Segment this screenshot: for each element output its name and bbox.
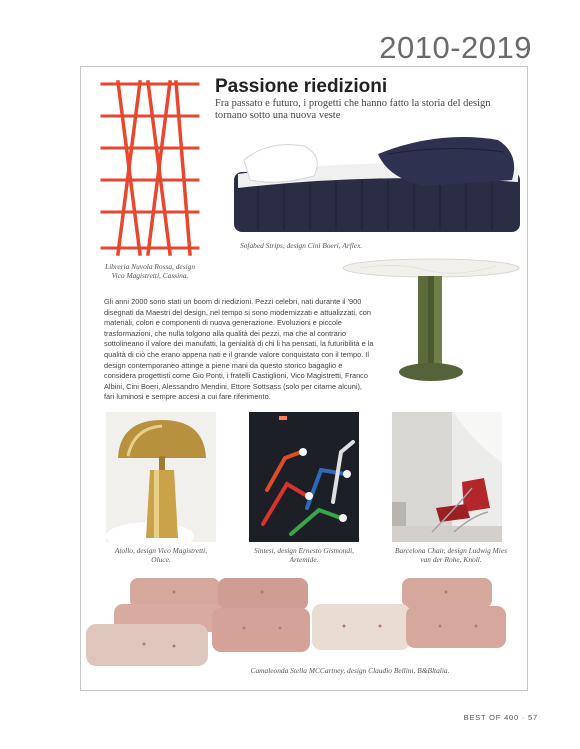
sofabed-caption: Sofabed Strips, design Cini Boeri, Arflex. [240, 241, 363, 250]
section-decade-heading: 2010-2019 [379, 30, 532, 65]
atollo-caption: Atollo, design Vico Magistretti, Oluce. [114, 546, 208, 564]
libreria-caption: Libreria Nuvola Rossa, design Vico Magistretti, Cassina. [104, 262, 196, 280]
article-subtitle: Fra passato e futuro, i progetti che hanno fatto la storia del design tornano sotto una nuova veste [215, 98, 491, 121]
article-title: Passione riedizioni [215, 76, 388, 97]
sofabed-strips-image [228, 130, 526, 238]
barcelona-chair-photo [392, 412, 502, 542]
sintesi-lamps-image [249, 412, 359, 542]
atollo-lamp-photo [106, 412, 216, 542]
nuvola-rossa-bookshelf-image [98, 74, 202, 258]
sintesi-lamps-photo [249, 412, 359, 542]
barcelona-caption: Barcelona Chair, design Ludwig Mies van der Rohe, Knoll. [394, 546, 508, 564]
camaleonda-sofa-image [84, 574, 518, 668]
barcelona-chair-image [392, 412, 502, 542]
sintesi-caption: Sintesi, design Ernesto Gismondi, Artemide. [254, 546, 354, 564]
page-footer: BEST OF 400 · 57 [463, 713, 538, 722]
camaleonda-caption: Camaleonda Stella MCCartney, design Claudio Bellini, B&Bltalia. [250, 666, 450, 675]
article-body: Gli anni 2000 sono stati un boom di riedizioni. Pezzi celebri, nati durante il '900 disegnati da Maestri del design, nel tempo si sono modernizzati e attualizzati, con materiali, colori e componenti di nuova generazione. Evoluzioni e piccole trasformazioni, che nulla tolgono alla qualità dei pezzi, ma che al contrario sottolineano il valore dei manufatti, la genialità di chi li ha pensati, la futuribilità e la qualità di ciò che erano appena nati e il grande valore conquistato con il tempo. Il design contemporaneo attinge a piene mani da questo storico bagaglio e considera progettisti come Gio Ponti, i fratelli Castiglioni, Vico Magistretti, Franco Albini, Cini Boeri, Alessandro Mendini, Ettore Sottsass (solo per citarne alcuni), fari luminosi e sempre accesi a cui fare riferimento. [104, 297, 374, 402]
atollo-lamp-image [106, 412, 216, 542]
